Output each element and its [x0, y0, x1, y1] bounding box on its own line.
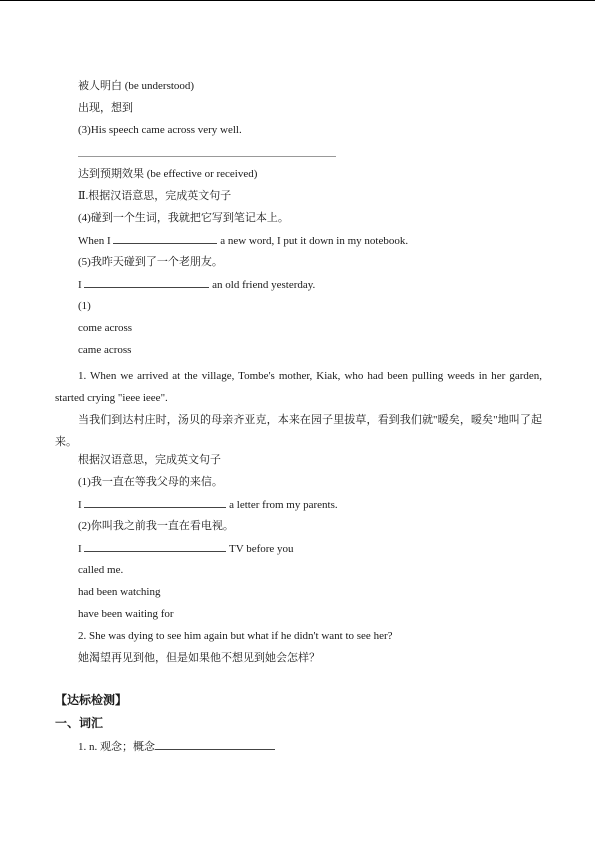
sentence-part: I	[78, 543, 85, 555]
text-line: 达到预期效果 (be effective or received)	[78, 168, 258, 180]
text-line: 根据汉语意思，完成英文句子	[78, 454, 221, 466]
vocab-item	[78, 739, 275, 754]
sentence-part: I	[78, 279, 85, 291]
answer-blank	[84, 277, 209, 288]
answer-blank-line	[78, 156, 336, 157]
paragraph: 当我们到达村庄时，汤贝的母亲齐亚克，本来在园子里拔草，看到我们就"暧矣，暧矣"地叫了起来。	[55, 414, 542, 448]
fill-in-sentence	[78, 541, 294, 556]
sentence-part: I	[78, 499, 85, 511]
vocab-prompt: 1. n. 观念；概念	[78, 741, 155, 753]
fill-in-sentence	[78, 233, 408, 248]
sentence-part: a new word, I put it down in my notebook.	[217, 235, 409, 247]
sentence-part: When I	[78, 235, 114, 247]
text-line: came across	[78, 344, 132, 356]
text-line: have been waiting for	[78, 608, 174, 620]
answer-blank	[113, 233, 217, 244]
text-line: 出现，想到	[78, 102, 133, 114]
answer-blank	[155, 739, 275, 750]
top-border-line	[0, 0, 595, 1]
text-line: (1)	[78, 300, 91, 312]
text-line: had been watching	[78, 586, 161, 598]
sentence-part: an old friend yesterday.	[209, 279, 316, 291]
answer-blank	[84, 541, 226, 552]
text-line: 她渴望再见到他，但是如果他不想见到她会怎样？	[78, 652, 320, 664]
text-line: (4)碰到一个生词，我就把它写到笔记本上。	[78, 212, 289, 224]
text-line: (1)我一直在等我父母的来信。	[78, 476, 223, 488]
section-heading-ii: Ⅱ.根据汉语意思，完成英文句子	[78, 190, 232, 202]
paragraph: 1. When we arrived at the village, Tombe's mother, Kiak, who had been pulling weeds in her garden, started crying "ieee ieee".	[55, 370, 542, 404]
sentence-part: TV before you	[226, 543, 294, 555]
subsection-title: 一、词汇	[55, 716, 104, 730]
text-line: (5)我昨天碰到了一个老朋友。	[78, 256, 223, 268]
answer-blank	[84, 497, 226, 508]
fill-in-sentence	[78, 277, 315, 292]
sentence-part: a letter from my parents.	[226, 499, 338, 511]
text-line: come across	[78, 322, 133, 334]
text-line: 2. She was dying to see him again but what if he didn't want to see her?	[78, 630, 393, 642]
text-line: 被人明白 (be understood)	[78, 80, 195, 92]
text-line: (3)His speech came across very well.	[78, 124, 242, 136]
text-line: (2)你叫我之前我一直在看电视。	[78, 520, 234, 532]
section-title: 【达标检测】	[55, 693, 128, 707]
fill-in-sentence	[78, 497, 338, 512]
text-line: called me.	[78, 564, 124, 576]
